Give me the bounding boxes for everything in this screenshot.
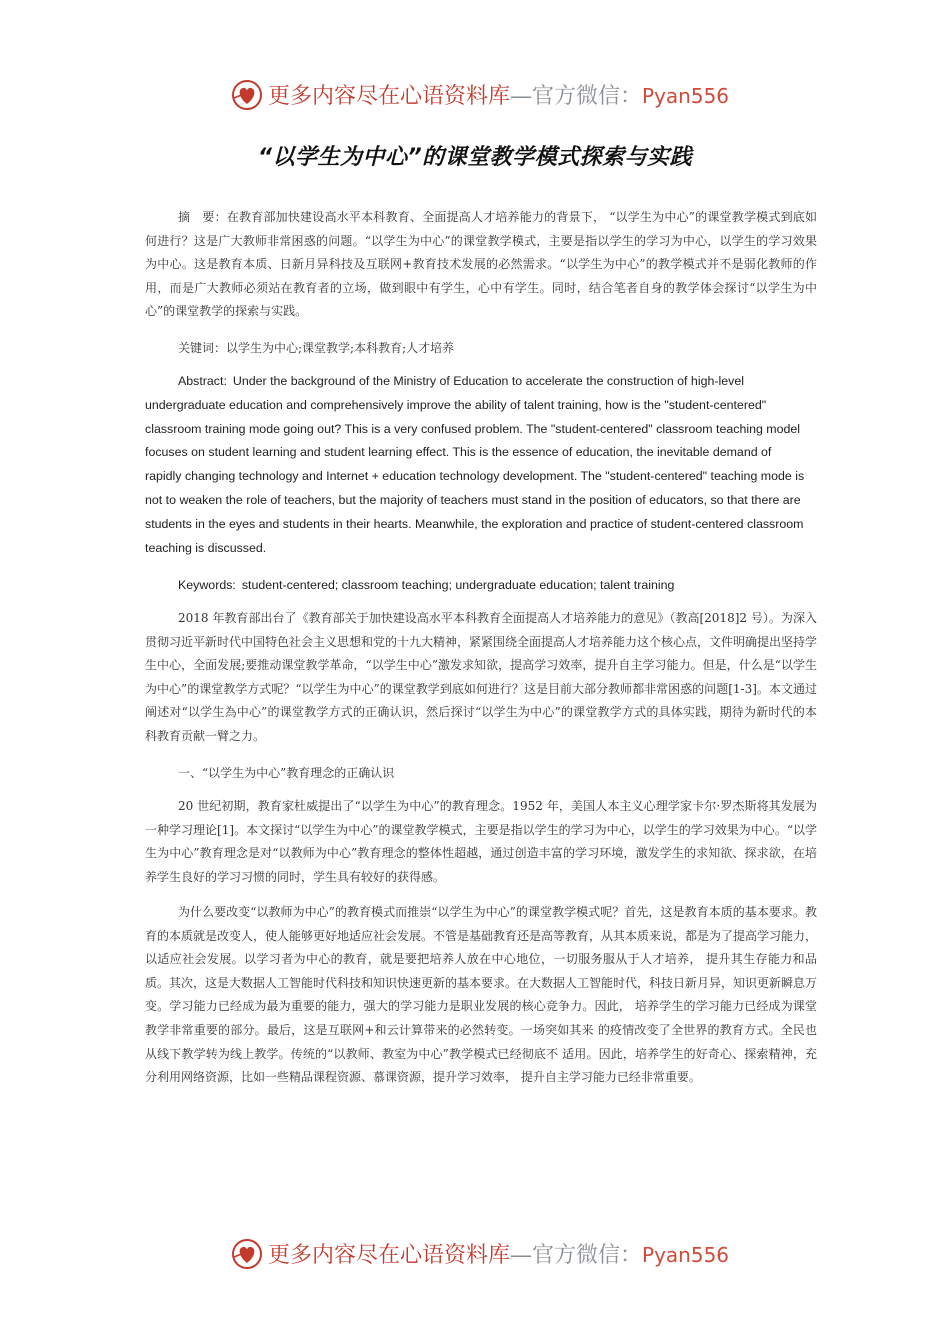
- keywords-cn: [145, 337, 817, 361]
- body-paragraph-1: 2018 年教育部出台了《教育部关于加快建设高水平本科教育全面提高人才培养能力的意见》（教高[2018]2 号）。为深入贯彻习近平新时代中国特色社会主义思想和党的十九大精神，紧紧围绕全面提高人才培养能力这个核心点，文件明确提出坚持学生中心，全面发展;要推动课堂教学革命，“以学生中心”激发求知欲，提高学习效率，提升自主学习能力。但是，什么是“以学生为中心”的课堂教学方式呢？“以学生为中心”的课堂教学到底如何进行？这是目前大部分教师都非常困惑的问题[1-3]。本文通过阐述对“以学生為中心”的课堂教学方式的正确认识，然后探讨“以学生为中心”的课堂教学方式的具体实践，期待为新时代的本科教育贡献一臂之力。: [145, 611, 818, 743]
- banner-separator: —: [510, 1243, 533, 1268]
- heart-stamp-icon: [230, 1237, 264, 1271]
- header-banner: [0, 76, 950, 116]
- wechat-label: 官方微信：: [532, 84, 643, 109]
- keywords-en-label: Keywords:: [178, 578, 236, 592]
- section-heading-1: 一、“以学生为中心”教育理念的正确认识: [178, 766, 395, 780]
- footer-banner: [0, 1235, 950, 1275]
- keywords-en: [145, 574, 805, 598]
- abstract-cn: [145, 206, 817, 324]
- wechat-id: Pyan556: [642, 84, 730, 108]
- abstract-cn-label: 摘 要：: [178, 210, 227, 224]
- abstract-cn-text: 在教育部加快建设高水平本科教育、全面提高人才培养能力的背景下， “以学生为中心”的课堂教学模式到底如何进行？这是广大教师非常困惑的问题。“以学生为中心”的课堂教学模式，主要是指以学生的学习为中心，以学生的学习效果为中心。这是教育本质、日新月异科技及互联网+教育技术发展的必然需求。“以学生为中心”的教学模式并不是弱化教师的作用，而是广大教师必须站在教育者的立场，做到眼中有学生，心中有学生。同时，结合笔者自身的教学体会探讨“以学生为中心”的课堂教学的探索与实践。: [145, 210, 817, 319]
- abstract-en: [145, 370, 805, 560]
- body-paragraph-3: 为什么要改变“以教师为中心”的教育模式而推崇“以学生为中心”的课堂教学模式呢？首先，这是教育本质的基本要求。教育的本质就是改变人，使人能够更好地适应社会发展。不管是基础教育还是高等教育，从其本质来说，都是为了提高学习能力，以适应社会发展。以学习者为中心的教育，就是要把培养人放在中心地位，一切服务服从于人才培养， 提升其生存能力和品质。其次，这是大数据人工智能时代科技和知识快速更新的基本要求。在大数据人工智能时代，科技日新月异，知识更新瞬息万变。学习能力已经成为最为重要的能力，强大的学习能力是职业发展的核心竞争力。因此， 培养学生的学习能力已经成为课堂教学非常重要的部分。最后，这是互联网+和云计算带来的必然转变。一场突如其来 的疫情改变了全世界的教育方式。全民也从线下教学转为线上教学。传统的“以教师、教室为中心”教学模式已经彻底不 适用。因此，培养学生的好奇心、探索精神，充分利用网络资源，比如一些精品课程资源、慕课资源，提升学习效率， 提升自主学习能力已经非常重要。: [145, 905, 818, 1085]
- brand-text: 更多内容尽在心语资料库: [268, 1243, 511, 1268]
- banner-text: [268, 1241, 729, 1270]
- brand-text: 更多内容尽在心语资料库: [268, 84, 511, 109]
- body-paragraph-2: 20 世纪初期，教育家杜威提出了“以学生为中心”的教育理念。1952 年，美国人本主义心理学家卡尔·罗杰斯将其发展为一种学习理论[1]。本文探讨“以学生为中心”的课堂教学模式，主要是指以学生的学习为中心，以学生的学习效果为中心。“以学生为中心”教育理念是对“以教师为中心”教育理念的整体性超越，通过创造丰富的学习环境，激发学生的求知欲、探求欲，在培养学生良好的学习习惯的同时，学生具有较好的获得感。: [145, 799, 817, 884]
- abstract-en-text: Under the background of the Ministry of Education to accelerate the construction of high-level undergraduate education and comprehensively improve the ability of talent training, how is the "student-centered" classroom training mode going out? This is a very confused problem. The "student-centered" classroom teaching model focuses on student learning and student learning effect. This is the essence of education, the inevitable demand of rapidly changing technology and Internet + education technology development. The "student-centered" teaching mode is not to weaken the role of teachers, but the majority of teachers must stand in the position of educators, so that there are students in the eyes and students in their hearts. Meanwhile, the exploration and practice of student-centered classroom teaching is discussed.: [145, 374, 805, 555]
- heart-stamp-icon: [230, 78, 264, 112]
- keywords-en-text: student-centered; classroom teaching; undergraduate education; talent training: [241, 578, 675, 592]
- keywords-cn-text: 以学生为中心;课堂教学;本科教育;人才培养: [226, 341, 455, 355]
- wechat-id: Pyan556: [642, 1243, 730, 1267]
- banner-separator: —: [510, 84, 533, 109]
- page-title: “以学生为中心”的课堂教学模式探索与实践: [257, 145, 693, 170]
- banner-text: [268, 82, 729, 111]
- keywords-cn-label: 关键词：: [178, 341, 227, 355]
- abstract-en-label: Abstract:: [178, 374, 227, 388]
- wechat-label: 官方微信：: [532, 1243, 643, 1268]
